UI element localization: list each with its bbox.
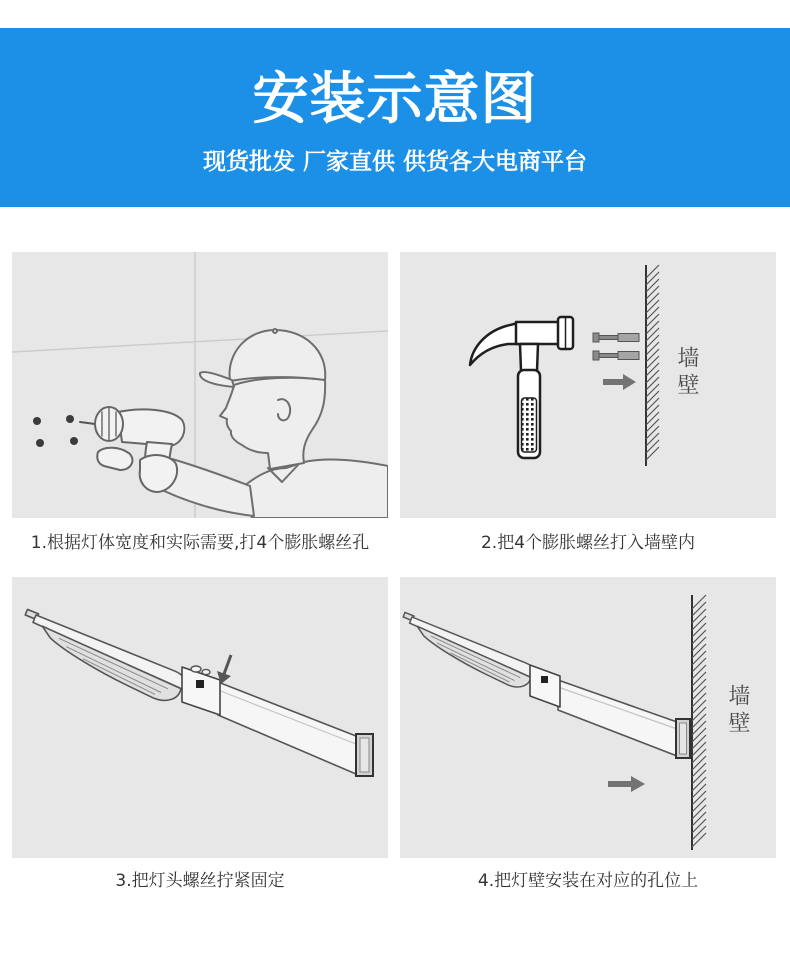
- drill-bit: [80, 422, 95, 424]
- cap-crown: [230, 330, 326, 381]
- screw-shaft: [599, 336, 619, 340]
- expansion-screw-icon: [593, 333, 639, 342]
- step-3-caption: 3.把灯头螺丝拧紧固定: [115, 871, 285, 891]
- wall-label: 墙壁: [674, 346, 699, 400]
- wall-icon: [646, 265, 659, 466]
- step-4-illustration: [400, 577, 776, 858]
- lamp-clamp-icon: [530, 665, 560, 707]
- expansion-screw-icon: [593, 351, 639, 360]
- arrow-right-icon: [608, 776, 645, 792]
- lamp-clamp: [530, 665, 560, 707]
- lamp-head-icon: [400, 612, 538, 692]
- page-subtitle: 现货批发 厂家直供 供货各大电商平台: [202, 149, 587, 175]
- lamp-arm-end-cap-inner: [360, 738, 369, 772]
- screw-anchor: [618, 352, 639, 360]
- lamp-top-plate: [31, 615, 189, 690]
- screw: [202, 669, 210, 674]
- worker-head: [220, 378, 325, 469]
- wall-hatching: [692, 595, 706, 847]
- drill-hole: [66, 415, 74, 423]
- lamp-top-plate: [408, 617, 538, 678]
- arrow-shaft: [224, 655, 231, 674]
- step-1-panel: [12, 252, 388, 518]
- worker-ear: [278, 399, 290, 420]
- worker-torso: [244, 459, 388, 518]
- lamp-clamp-icon: [182, 667, 220, 715]
- electric-drill-icon: [80, 407, 184, 492]
- lamp-arm-icon: [558, 680, 690, 758]
- step-1-illustration: [12, 252, 388, 518]
- hammer-claw: [470, 323, 518, 365]
- step-3-panel: [12, 577, 388, 858]
- hammer-neck: [520, 344, 538, 371]
- wall-icon: [692, 595, 706, 850]
- worker-left-hand: [97, 448, 132, 470]
- lamp-arm-tube: [558, 680, 677, 756]
- hammer-head: [516, 322, 560, 344]
- drill-hole: [36, 439, 44, 447]
- step-2-panel: [400, 252, 776, 518]
- screw-head: [593, 333, 599, 342]
- drill-hole: [33, 417, 41, 425]
- drill-hole-icon: [33, 415, 78, 447]
- arrow-right-icon: [603, 374, 636, 390]
- step-3-illustration: [12, 577, 388, 858]
- worker-icon: [162, 329, 388, 518]
- hammer-icon: [470, 317, 573, 458]
- clamp-screw-hole: [541, 676, 548, 683]
- clamp-screw-hole: [196, 680, 204, 688]
- screw-head: [593, 351, 599, 360]
- wall-label: 墙壁: [725, 684, 750, 738]
- lamp-head-icon: [14, 609, 189, 707]
- drill-body: [118, 409, 184, 446]
- page-title: 安装示意图: [252, 67, 538, 132]
- wall-hatching: [646, 265, 659, 460]
- lamp-clamp: [182, 667, 220, 715]
- lamp-arm-icon: [218, 682, 373, 776]
- step-2-illustration: [400, 252, 776, 518]
- lamp-arm-tube: [218, 682, 356, 774]
- step-4-panel: [400, 577, 776, 858]
- header-banner: [0, 28, 790, 207]
- screw: [191, 666, 201, 672]
- step-1-caption: 1.根据灯体宽度和实际需要,打4个膨胀螺丝孔: [30, 533, 370, 553]
- cap-button: [273, 329, 277, 333]
- step-4-caption: 4.把灯壁安装在对应的孔位上: [477, 871, 699, 891]
- lamp-arm-end-cap-inner: [680, 723, 687, 754]
- tile-line: [12, 331, 388, 352]
- screw-anchor: [618, 334, 639, 342]
- drill-hole: [70, 437, 78, 445]
- step-2-caption: 2.把4个膨胀螺丝打入墙壁内: [480, 533, 696, 553]
- screw-shaft: [599, 354, 619, 358]
- hammer-grip: [522, 398, 537, 452]
